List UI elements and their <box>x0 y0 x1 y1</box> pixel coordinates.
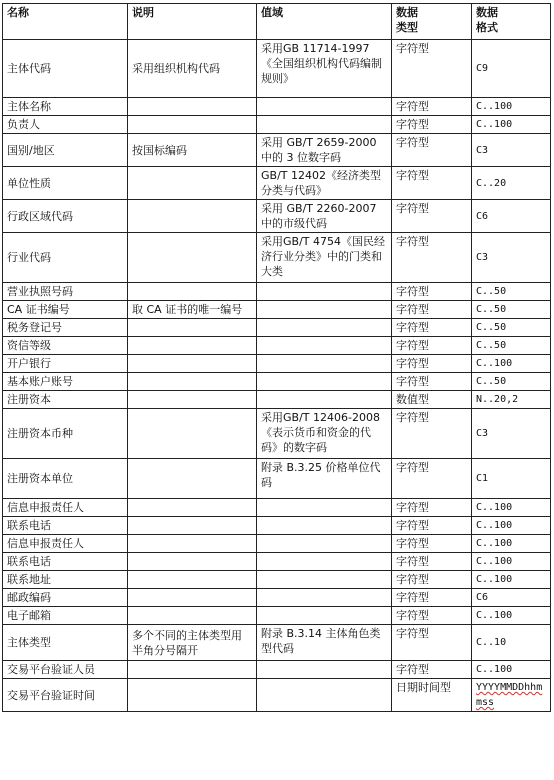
table-row <box>3 459 551 499</box>
cell-value-domain <box>257 607 392 625</box>
cell-data-format: N..20,2 <box>472 391 551 409</box>
cell-data-format: C3 <box>472 233 551 283</box>
cell-value-domain <box>257 661 392 679</box>
cell-name: CA 证书编号 <box>3 301 128 319</box>
cell-data-type: 字符型 <box>392 116 472 134</box>
cell-data-type: 日期时间型 <box>392 679 472 712</box>
cell-name: 联系电话 <box>3 553 128 571</box>
cell-name: 国别/地区 <box>3 134 128 167</box>
cell-data-type: 字符型 <box>392 373 472 391</box>
cell-name: 电子邮箱 <box>3 607 128 625</box>
cell-description <box>128 661 257 679</box>
cell-name: 行政区域代码 <box>3 200 128 233</box>
cell-value-domain <box>257 116 392 134</box>
cell-data-type: 字符型 <box>392 337 472 355</box>
cell-data-format: C3 <box>472 134 551 167</box>
cell-data-type: 字符型 <box>392 301 472 319</box>
cell-name: 注册资本币种 <box>3 409 128 459</box>
cell-data-type: 字符型 <box>392 319 472 337</box>
cell-name: 注册资本 <box>3 391 128 409</box>
cell-description <box>128 499 257 517</box>
cell-data-format: C6 <box>472 589 551 607</box>
cell-value-domain <box>257 355 392 373</box>
cell-data-format: C..100 <box>472 517 551 535</box>
cell-description <box>128 373 257 391</box>
cell-description <box>128 571 257 589</box>
cell-data-type: 字符型 <box>392 283 472 301</box>
cell-value-domain <box>257 391 392 409</box>
cell-data-format: C..10 <box>472 625 551 661</box>
cell-data-type: 字符型 <box>392 200 472 233</box>
cell-data-format: C..100 <box>472 553 551 571</box>
cell-data-format: C..100 <box>472 571 551 589</box>
table-row <box>3 409 551 459</box>
cell-name: 负责人 <box>3 116 128 134</box>
cell-description <box>128 283 257 301</box>
cell-data-format: C..50 <box>472 373 551 391</box>
cell-description <box>128 98 257 116</box>
cell-value-domain <box>257 337 392 355</box>
cell-description: 多个不同的主体类型用半角分号隔开 <box>128 625 257 661</box>
cell-name: 联系电话 <box>3 517 128 535</box>
cell-data-format: C..50 <box>472 301 551 319</box>
cell-name: 邮政编码 <box>3 589 128 607</box>
table-row <box>3 283 551 301</box>
cell-value-domain <box>257 98 392 116</box>
cell-description <box>128 233 257 283</box>
cell-data-format: C..100 <box>472 607 551 625</box>
cell-data-type: 字符型 <box>392 553 472 571</box>
header-cell-data-format: 数据 格式 <box>472 4 551 40</box>
table-row <box>3 167 551 200</box>
header-cell-description: 说明 <box>128 4 257 40</box>
header-row <box>3 4 551 40</box>
cell-description: 按国标编码 <box>128 134 257 167</box>
cell-name: 单位性质 <box>3 167 128 200</box>
table-row <box>3 233 551 283</box>
table-row <box>3 40 551 98</box>
data-dictionary-table <box>2 3 551 712</box>
cell-description <box>128 116 257 134</box>
table-row <box>3 134 551 167</box>
cell-data-type: 数值型 <box>392 391 472 409</box>
cell-value-domain: 采用GB/T 12406-2008《表示货币和资金的代码》的数字码 <box>257 409 392 459</box>
cell-name: 税务登记号 <box>3 319 128 337</box>
table-row <box>3 98 551 116</box>
cell-value-domain <box>257 535 392 553</box>
cell-description <box>128 337 257 355</box>
cell-data-format: C..50 <box>472 337 551 355</box>
cell-description <box>128 200 257 233</box>
cell-value-domain: 附录 B.3.14 主体角色类型代码 <box>257 625 392 661</box>
cell-data-format: C..100 <box>472 116 551 134</box>
cell-data-type: 字符型 <box>392 661 472 679</box>
header-cell-data-type: 数据 类型 <box>392 4 472 40</box>
header-cell-value-domain: 值域 <box>257 4 392 40</box>
cell-name: 行业代码 <box>3 233 128 283</box>
table-row <box>3 607 551 625</box>
cell-data-type: 字符型 <box>392 355 472 373</box>
table-row <box>3 661 551 679</box>
cell-data-type: 字符型 <box>392 134 472 167</box>
cell-data-format: C9 <box>472 40 551 98</box>
cell-description <box>128 355 257 373</box>
cell-value-domain <box>257 373 392 391</box>
cell-value-domain <box>257 283 392 301</box>
cell-data-type: 字符型 <box>392 233 472 283</box>
cell-data-type: 字符型 <box>392 409 472 459</box>
cell-description <box>128 517 257 535</box>
cell-description <box>128 409 257 459</box>
cell-description: 采用组织机构代码 <box>128 40 257 98</box>
cell-description <box>128 589 257 607</box>
cell-value-domain <box>257 571 392 589</box>
cell-value-domain: 采用GB/T 4754《国民经济行业分类》中的门类和大类 <box>257 233 392 283</box>
cell-data-type: 字符型 <box>392 459 472 499</box>
cell-data-format: C1 <box>472 459 551 499</box>
cell-data-type: 字符型 <box>392 589 472 607</box>
cell-data-type: 字符型 <box>392 40 472 98</box>
table-row <box>3 373 551 391</box>
cell-value-domain <box>257 679 392 712</box>
cell-value-domain: GB/T 12402《经济类型分类与代码》 <box>257 167 392 200</box>
cell-data-type: 字符型 <box>392 499 472 517</box>
cell-name: 注册资本单位 <box>3 459 128 499</box>
cell-data-type: 字符型 <box>392 517 472 535</box>
cell-description <box>128 535 257 553</box>
table-row <box>3 391 551 409</box>
cell-name: 开户银行 <box>3 355 128 373</box>
cell-data-type: 字符型 <box>392 571 472 589</box>
cell-name: 信息申报责任人 <box>3 535 128 553</box>
cell-data-format: C..50 <box>472 283 551 301</box>
table-row <box>3 535 551 553</box>
cell-description <box>128 607 257 625</box>
cell-data-type: 字符型 <box>392 98 472 116</box>
cell-name: 交易平台验证时间 <box>3 679 128 712</box>
cell-value-domain <box>257 553 392 571</box>
cell-data-format: C3 <box>472 409 551 459</box>
cell-description <box>128 391 257 409</box>
cell-data-format: YYYYMMDDhhmmss <box>472 679 551 712</box>
cell-value-domain: 附录 B.3.25 价格单位代码 <box>257 459 392 499</box>
cell-description <box>128 319 257 337</box>
table-row <box>3 319 551 337</box>
cell-data-format: C..100 <box>472 355 551 373</box>
cell-value-domain <box>257 589 392 607</box>
cell-description <box>128 553 257 571</box>
cell-value-domain: 采用 GB/T 2659-2000中的 3 位数字码 <box>257 134 392 167</box>
cell-name: 基本账户账号 <box>3 373 128 391</box>
cell-value-domain: 采用GB 11714-1997《全国组织机构代码编制规则》 <box>257 40 392 98</box>
cell-description: 取 CA 证书的唯一编号 <box>128 301 257 319</box>
cell-description <box>128 679 257 712</box>
cell-data-type: 字符型 <box>392 625 472 661</box>
cell-data-type: 字符型 <box>392 167 472 200</box>
cell-value-domain <box>257 301 392 319</box>
cell-data-type: 字符型 <box>392 607 472 625</box>
cell-name: 信息申报责任人 <box>3 499 128 517</box>
table-row <box>3 517 551 535</box>
cell-data-format: C..100 <box>472 535 551 553</box>
table-row <box>3 301 551 319</box>
table-row <box>3 589 551 607</box>
cell-value-domain <box>257 499 392 517</box>
cell-name: 主体代码 <box>3 40 128 98</box>
cell-value-domain <box>257 319 392 337</box>
table-row <box>3 499 551 517</box>
cell-name: 主体名称 <box>3 98 128 116</box>
cell-data-format: C..100 <box>472 98 551 116</box>
table-row <box>3 679 551 712</box>
cell-data-format: C6 <box>472 200 551 233</box>
cell-data-format: C..100 <box>472 661 551 679</box>
cell-data-format: C..100 <box>472 499 551 517</box>
table-row <box>3 200 551 233</box>
cell-name: 主体类型 <box>3 625 128 661</box>
cell-value-domain <box>257 517 392 535</box>
table-row <box>3 337 551 355</box>
table-row <box>3 625 551 661</box>
cell-name: 交易平台验证人员 <box>3 661 128 679</box>
cell-description <box>128 167 257 200</box>
cell-data-format: C..50 <box>472 319 551 337</box>
table-row <box>3 355 551 373</box>
cell-data-format: C..20 <box>472 167 551 200</box>
cell-name: 联系地址 <box>3 571 128 589</box>
header-cell-name: 名称 <box>3 4 128 40</box>
table-row <box>3 553 551 571</box>
cell-description <box>128 459 257 499</box>
table-row <box>3 116 551 134</box>
cell-name: 营业执照号码 <box>3 283 128 301</box>
cell-value-domain: 采用 GB/T 2260-2007中的市级代码 <box>257 200 392 233</box>
table-row <box>3 571 551 589</box>
cell-name: 资信等级 <box>3 337 128 355</box>
cell-data-type: 字符型 <box>392 535 472 553</box>
